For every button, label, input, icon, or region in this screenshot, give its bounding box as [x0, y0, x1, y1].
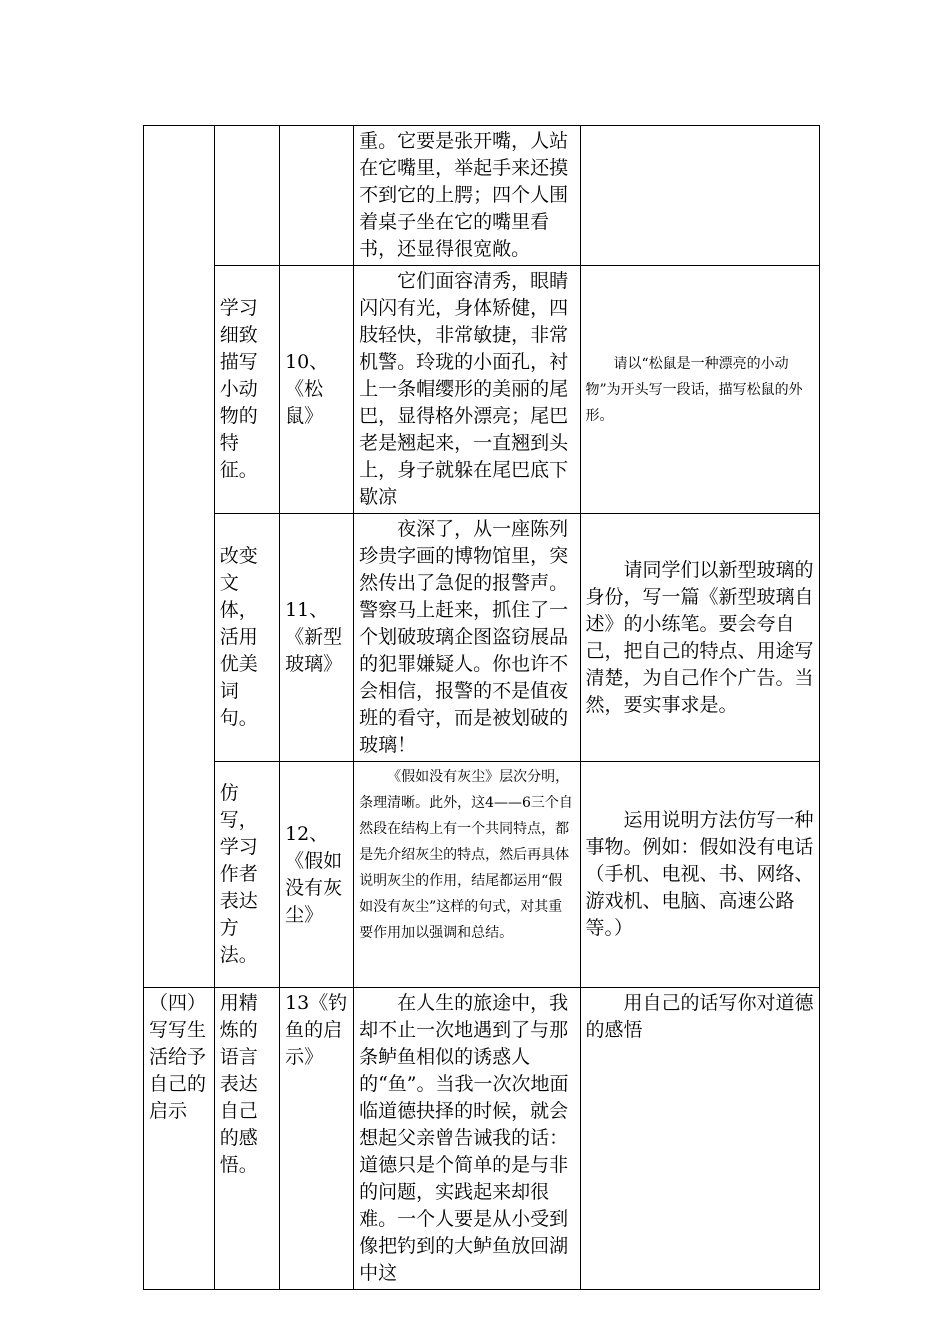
excerpt-cell: 在人生的旅途中，我却不止一次地遇到了与那条鲈鱼相似的诱惑人的“鱼”。当我一次次地面临道德抉择的时候，就会想起父亲曾告诫我的话：道德只是个简单的是与非的问题，实践起来却很难。一个人要是从小受到像把钓到的大鲈鱼放回湖中这 — [354, 988, 580, 1290]
goal-cell: 改变文体，活用优美词句。 — [214, 514, 279, 762]
task-cell: 运用说明方法仿写一种事物。例如：假如没有电话（手机、电视、书、网络、游戏机、电脑、高速公路等。） — [580, 762, 820, 988]
excerpt-cell: 夜深了，从一座陈列珍贵字画的博物馆里，突然传出了急促的报警声。警察马上赶来，抓住了一个划破玻璃企图盗窃展品的犯罪嫌疑人。你也许不会相信，报警的不是值夜班的看守，而是被划破的玻璃！ — [354, 514, 580, 762]
task-cell — [580, 126, 820, 266]
goal-cell: 仿写，学习作者表达方法。 — [214, 762, 279, 988]
table-row — [144, 988, 820, 1290]
lesson-cell — [280, 126, 354, 266]
lesson-cell: 11、《新型玻璃》 — [280, 514, 354, 762]
task-cell: 用自己的话写你对道德的感悟 — [580, 988, 820, 1290]
goal-cell: 用精炼的语言表达自己的感悟。 — [214, 988, 279, 1290]
unit-cell: （四）写写生活给予自己的启示 — [144, 988, 215, 1290]
lesson-plan-table — [143, 125, 820, 1290]
table-row — [144, 762, 820, 988]
task-cell: 请同学们以新型玻璃的身份，写一篇《新型玻璃自述》的小练笔。要会夸自己，把自己的特点、用途写清楚，为自己作个广告。当然，要实事求是。 — [580, 514, 820, 762]
goal-cell — [214, 126, 279, 266]
excerpt-cell: 它们面容清秀，眼睛闪闪有光，身体矫健，四肢轻快，非常敏捷，非常机警。玲珑的小面孔，衬上一条帽缨形的美丽的尾巴，显得格外漂亮；尾巴老是翘起来，一直翘到头上，身子就躲在尾巴底下歇凉 — [354, 266, 580, 514]
table-row — [144, 126, 820, 266]
lesson-cell: 10、《松鼠》 — [280, 266, 354, 514]
task-cell: 请以“松鼠是一种漂亮的小动物”为开头写一段话，描写松鼠的外形。 — [580, 266, 820, 514]
table-row — [144, 266, 820, 514]
unit-cell — [144, 126, 215, 988]
lesson-cell: 12、《假如没有灰尘》 — [280, 762, 354, 988]
lesson-cell: 13《钓鱼的启示》 — [280, 988, 354, 1290]
excerpt-cell: 重。它要是张开嘴，人站在它嘴里，举起手来还摸不到它的上腭；四个人围着桌子坐在它的嘴里看书，还显得很宽敞。 — [354, 126, 580, 266]
excerpt-cell: 《假如没有灰尘》层次分明，条理清晰。此外，这4——6三个自然段在结构上有一个共同特点，都是先介绍灰尘的特点，然后再具体说明灰尘的作用，结尾都运用“假如没有灰尘”这样的句式，对其重要作用加以强调和总结。 — [354, 762, 580, 988]
table-row — [144, 514, 820, 762]
goal-cell: 学习细致描写小动物的特征。 — [214, 266, 279, 514]
